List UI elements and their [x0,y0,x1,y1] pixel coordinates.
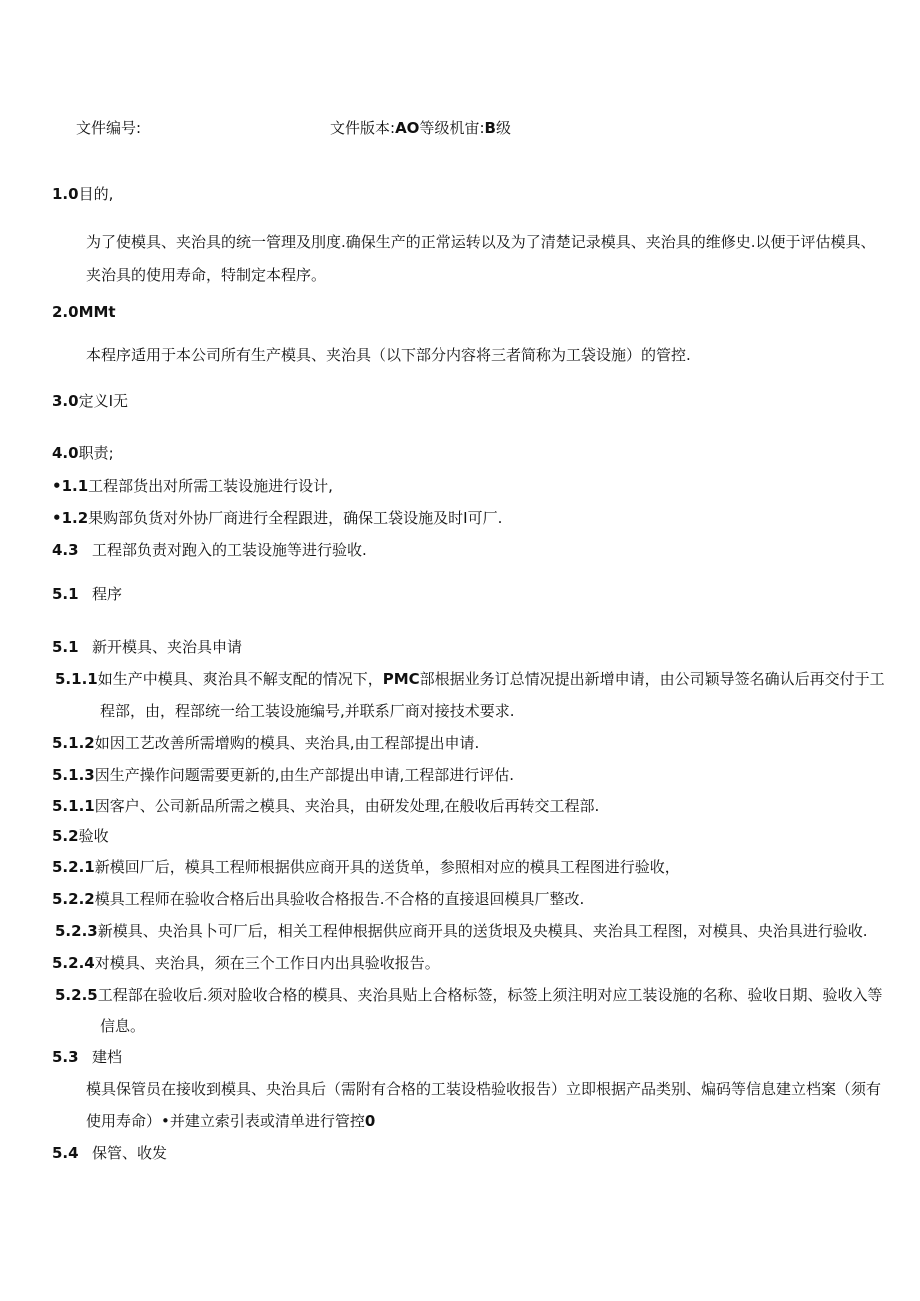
section-title: 目的, [78,185,114,203]
item-text: 对模具、夹治具，须在三个工作日内出具验收报告。 [94,954,440,972]
item-text: 因生产操作问题需要更新的,由生产部提出申请,工程部进行评估. [94,766,515,784]
level-value: B [484,119,496,137]
section-title: 建档 [92,1048,123,1066]
section-number: 5.1 [52,638,79,656]
section-5-heading [52,584,122,604]
section-title: 验收 [78,827,109,845]
level-label: 等级机宙: [419,119,485,137]
section-title: 程序 [92,585,123,603]
section-number: 5.3 [52,1048,79,1066]
item-number: •1.2 [52,509,89,527]
item-5-2-5-line2: 信息。 [100,1017,146,1035]
version-value: AO [395,119,420,137]
item-number: •1.1 [52,477,89,495]
item-number: 5.1.1 [52,797,95,815]
section-3-heading [52,391,128,411]
section-number: 5.1 [52,585,79,603]
item-text-a: 如生产中模具、爽治具不解支配的情况下， [97,670,383,688]
item-text: 工程部货出对所需工装设施进行设计, [88,477,333,495]
item-5-2-1 [52,857,680,877]
doc-number-label: 文件编号: [76,119,142,137]
item-number: 5.2.2 [52,890,95,908]
version-line [330,118,511,138]
item-5-1-3 [52,765,514,785]
item-text: 工程部在验收后.须对脸收合格的模具、夹治具贴上合格标签，标签上须注明对应工装设施的名称、验收日期、验收入等 [97,986,883,1004]
item-5-1-2 [52,733,479,753]
item-text-c: 部根据业务订总情况提出新增申请，由公司颖导签名确认后再交付于工 [419,670,885,688]
body-text-end: 0 [364,1112,376,1130]
item-5-2-3 [55,921,868,941]
item-5-2-4 [52,953,440,973]
section-5-3-heading [52,1047,122,1067]
section-number: 4.0 [52,444,79,462]
section-number: 5.2 [52,827,79,845]
item-5-1-1-line1 [55,669,885,689]
item-number: 5.1.3 [52,766,95,784]
item-4-2 [52,508,502,528]
section-number: 5.4 [52,1144,79,1162]
section-title: MMt [78,303,116,321]
section-number: 1.0 [52,185,79,203]
section-5-3-body-line2 [86,1111,375,1131]
item-text: 果购部负货对外协厂商进行全程跟进，确保工袋设施及时I可厂. [88,509,503,527]
item-number: 4.3 [52,541,79,559]
section-2-heading [52,302,116,322]
body-text: 使用寿命）•并建立索引表或清单进行管控 [86,1112,365,1130]
section-4-heading [52,443,114,463]
version-label: 文件版本: [330,119,396,137]
item-5-1-4 [52,796,599,816]
item-text: 模具工程师在验收合格后出具验收合格报告.不合格的直接退回模具厂整改. [94,890,585,908]
item-text: 新模具、央治具卜可厂后，相关工程伸根据供应商开具的送货垠及央模具、夹治具工程图，对模具、央治具进行验收. [97,922,868,940]
section-1-body-line2: 夹治具的使用寿命，特制定本程序。 [86,266,327,284]
section-5-1-heading [52,637,242,657]
item-text: 因客户、公司新品所需之模具、夹治具，由研发处理,在般收后再转交工程部. [94,797,600,815]
section-1-body-line1: 为了使模具、夹治具的统一管理及刖度.确保生产的正常运转以及为了清楚记录模具、夹治具的维修史.以便于评估模具、 [86,233,876,251]
item-number: 5.2.3 [55,922,98,940]
section-2-body: 本程序适用于本公司所有生产模具、夹治具（以下部分内容将三者简称为工袋设施）的管控. [86,346,691,364]
item-text-b: PMC [382,670,420,688]
item-text: 工程部负责对跑入的工装设施等进行验收. [92,541,367,559]
section-title: 保管、收发 [92,1144,168,1162]
section-5-2-heading [52,826,109,846]
item-text: 如因工艺改善所需增购的模具、夹治具,由工程部提出申请. [94,734,480,752]
item-5-2-5-line1 [55,985,883,1005]
item-number: 5.2.4 [52,954,95,972]
item-4-3 [52,540,367,560]
section-5-3-body-line1: 模具保管员在接收到模具、央治具后（需附有合格的工装设梏验收报告）立即根据产品类别、煸码等信息建立档案（须有 [86,1080,882,1098]
item-number: 5.1.1 [55,670,98,688]
item-5-2-2 [52,889,584,909]
section-number: 3.0 [52,392,79,410]
item-number: 5.1.2 [52,734,95,752]
item-5-1-1-line2: 程部，由，程部统一给工装设施编号,并联系厂商对接技术要求. [100,702,515,720]
section-title: 职责; [78,444,114,462]
section-title: 新开模具、夹治具申请 [92,638,243,656]
item-number: 5.2.5 [55,986,98,1004]
item-number: 5.2.1 [52,858,95,876]
section-1-heading [52,184,113,204]
section-number: 2.0 [52,303,79,321]
level-suffix: 级 [495,119,511,137]
item-4-1 [52,476,333,496]
section-5-4-heading [52,1143,167,1163]
section-title: 定义I无 [78,392,129,410]
item-text: 新模回厂后，模具工程师根据供应商开具的送货单，参照相对应的模具工程图进行验收， [94,858,680,876]
